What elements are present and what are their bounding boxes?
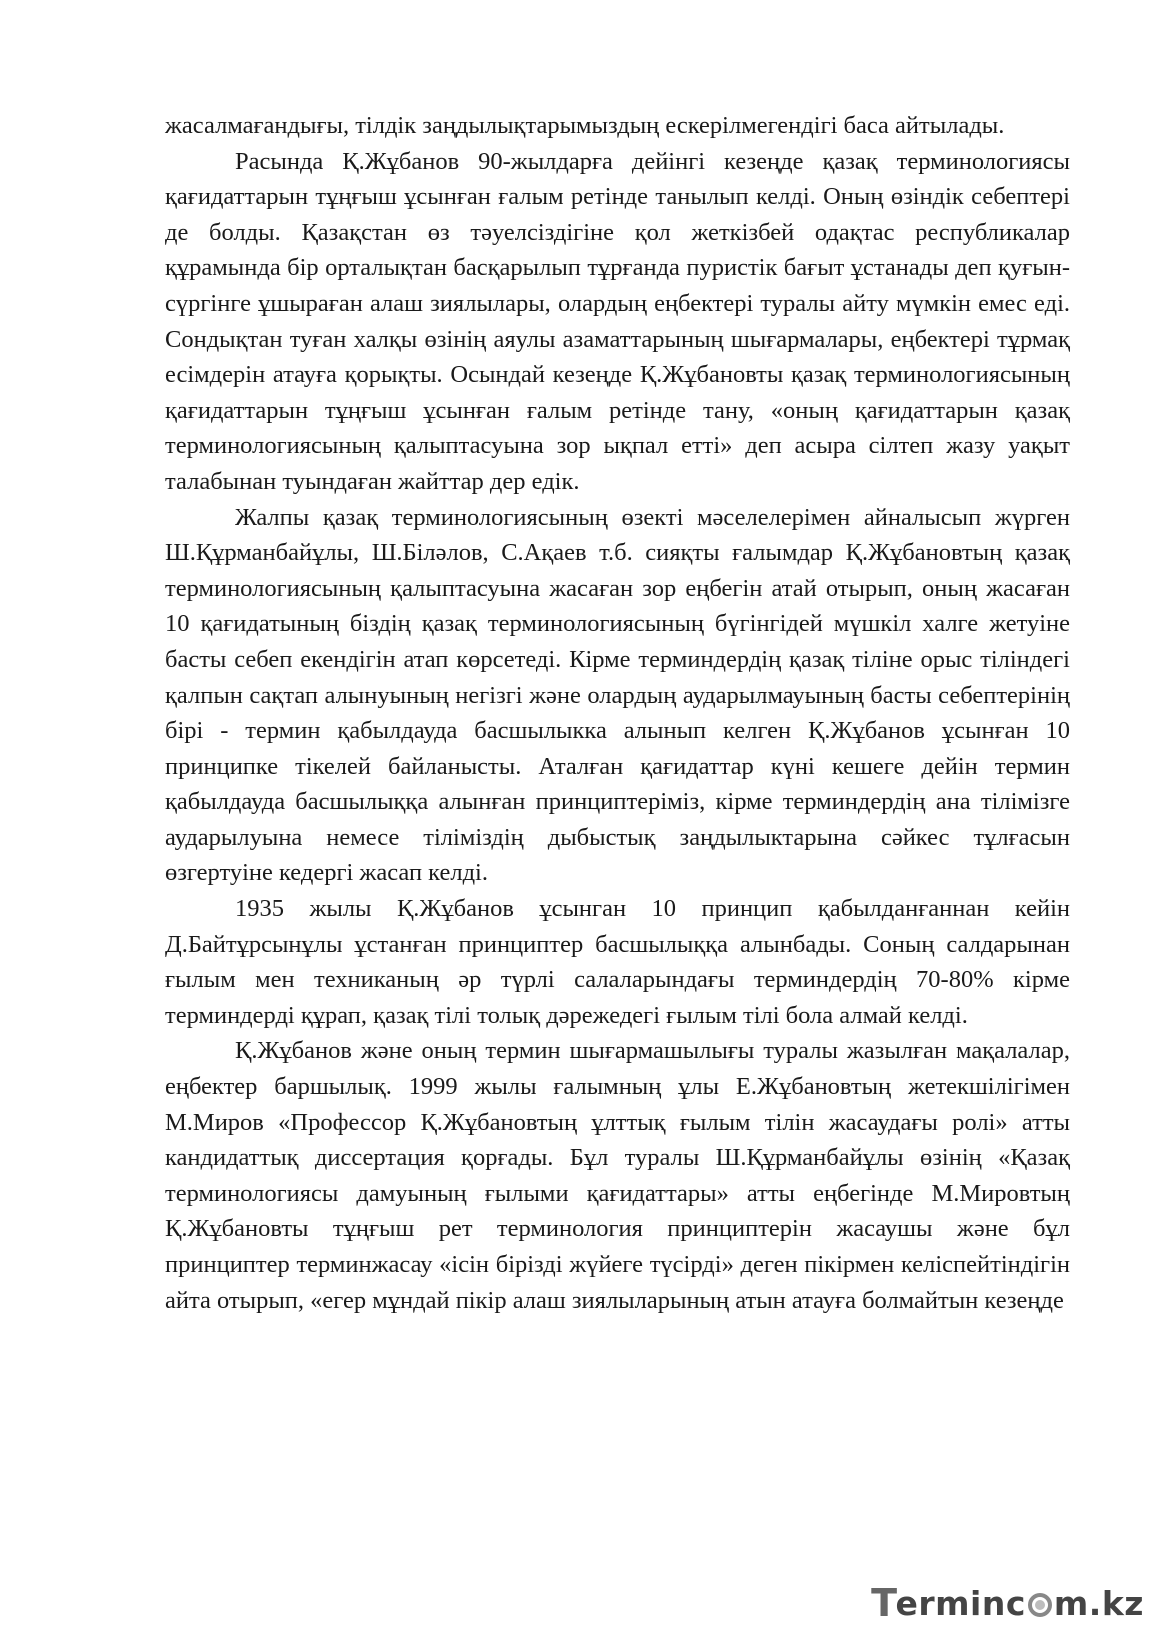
termincom-watermark-logo xyxy=(871,1581,1144,1625)
watermark-first-letter: T xyxy=(871,1581,898,1625)
watermark-text-end: m.kz xyxy=(1053,1583,1144,1623)
watermark-o-icon xyxy=(1028,1593,1052,1617)
paragraph-1: жасалмағандығы, тілдік заңдылықтарымыздың ескерілмегендігі баса айтылады. xyxy=(165,112,1005,139)
paragraph-5: Қ.Жұбанов және оның термин шығармашылығы туралы жазылған мақалалар, еңбектер баршылық. 1999 жылы ғалымның ұлы Е.Жұбановтың жетекшілігімен М.Миров «Профессор Қ.Жұбановтың ұлттық ғылым тілін жасаудағы ролі» атты кандидаттық диссертация қорғады. Бұл туралы Ш.Құрманбайұлы өзінің «Қазақ терминологиясы дамуының ғылыми қағидаттары» атты еңбегінде М.Мировтың Қ.Жұбановты тұңғыш рет терминология принциптерін жасаушы және бұл принциптер терминжасау «ісін бірізді жүйеге түсірді» деген пікірмен келіспейтіндігін айта отырып, «егер мұндай пікір алаш зиялыларының атын атауға болмайтын кезеңде xyxy=(165,1037,1070,1314)
paragraph-2: Расында Қ.Жұбанов 90-жылдарға дейінгі кезеңде қазақ терминологиясы қағидаттарын тұңғыш ұсынған ғалым ретінде танылып келді. Оның өзіндік себептері де болды. Қазақстан өз тәуелсіздігіне қол жеткізбей одақтас республикалар құрамында бір орталықтан басқарылып тұрғанда пуристік бағыт ұстанады деп қуғын-сүргінге ұшыраған алаш зиялылары, олардың еңбектері туралы айту мүмкін емес еді. Сондықтан туған халқы өзінің аяулы азаматтарының шығармалары, еңбектері тұрмақ есімдерін атауға қорықты. Осындай кезеңде Қ.Жұбановты қазақ терминологиясының қағидаттарын тұңғыш ұсынған ғалым ретінде тану, «оның қағидаттарын қазақ терминологиясының қалыптасуына зор ықпал етті» деп асыра сілтеп жазу уақыт талабынан туындаған жайттар дер едік. xyxy=(165,147,1070,495)
watermark-text-start: erminc xyxy=(895,1583,1026,1623)
document-body xyxy=(165,108,1070,1318)
paragraph-3: Жалпы қазақ терминологиясының өзекті мәселелерімен айналысып жүрген Ш.Құрманбайұлы, Ш.Біләлов, С.Ақаев т.б. сияқты ғалымдар Қ.Жұбановтың қазақ терминологиясының қалыптасуына жасаған зор еңбегін атай отырып, оның жасаған 10 қағидатының біздің қазақ терминологиясының бүгінгідей мүшкіл халге жетуіне басты себеп екендігін атап көрсетеді. Кірме терминдердің қазақ тіліне орыс тіліндегі қалпын сақтап алынуының негізгі және олардың аударылмауының басты себептерінің бірі - термин қабылдауда басшылыкка алынып келген Қ.Жұбанов ұсынған 10 принципке тікелей байланысты. Аталған қағидаттар күні кешеге дейін термин қабылдауда басшылыққа алынған принциптеріміз, кірме терминдердің ана тілімізге аударылуына немесе тіліміздің дыбыстық заңдылыктарына сәйкес тұлғасын өзгертуіне кедергі жасап келді. xyxy=(165,503,1070,887)
paragraph-4: 1935 жылы Қ.Жұбанов ұсынган 10 принцип қабылданғаннан кейін Д.Байтұрсынұлы ұстанған принциптер басшылыққа алынбады. Соның салдарынан ғылым мен техниканың әр түрлі салаларындағы терминдердің 70-80% кірме терминдерді құрап, қазақ тілі толық дәрежедегі ғылым тілі бола алмай келді. xyxy=(165,895,1070,1029)
